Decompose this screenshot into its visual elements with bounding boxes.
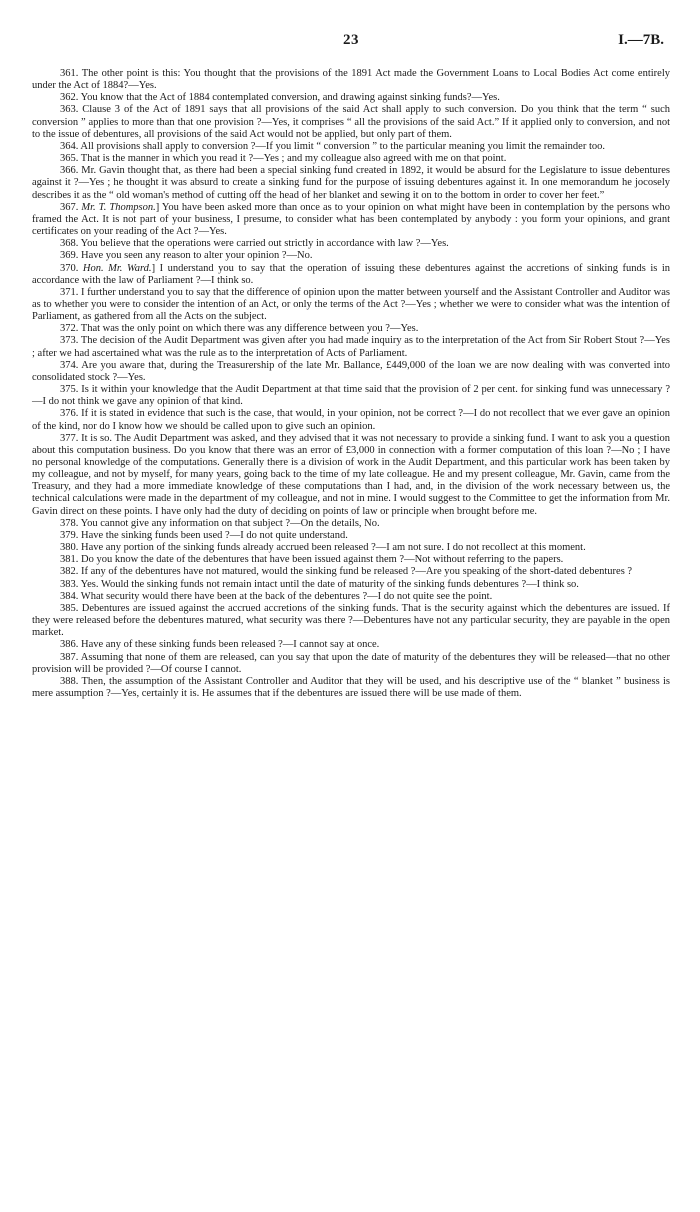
paragraph-text: 381. Do you know the date of the debentures that have been issued against them ?—Not without referring to the papers. bbox=[60, 554, 564, 566]
paragraph-text: 375. Is it within your knowledge that the Audit Department at that time said that the provision of 2 per cent. for sinking fund was unnecessary ?—I do not think we gave any opinion of that kind. bbox=[32, 384, 670, 408]
paragraph-text: ] You have been asked more than once as to your opinion on what might have been in contemplation by the persons who framed the Act. It is not part of your business, I presume, to consider what has been contemplated by anybody : you form your opinions, and grant certificates on your reading of the Act ?—Yes. bbox=[32, 201, 671, 238]
question-paragraph bbox=[32, 360, 670, 384]
paragraph-text: 386. Have any of these sinking funds been released ?—I cannot say at once. bbox=[60, 639, 380, 651]
paragraph-text: 374. Are you aware that, during the Treasurership of the late Mr. Ballance, £449,000 of the loan we are now dealing with was converted into consolidated stock ?—Yes. bbox=[32, 359, 670, 383]
paragraph-text: 361. The other point is this: You thought that the provisions of the 1891 Act made the Government Loans to Local Bodies Act come entirely under the Act of 1884?—Yes. bbox=[32, 68, 670, 92]
paragraph-text: 377. It is so. The Audit Department was asked, and they advised that it was not necessary to provide a sinking fund. I want to ask you a question about this computation business. Do you know that there was an error of £3,000 in connection with a former computation of this loan ?—No ; I have no personal knowledge of the computations. Generally there is a division of work in the Audit Department, and this particular work has been taken by my colleague, and not by myself, for many years, going back to the time of my late colleague. He and my present colleague, Mr. Gavin, came from the Treasury, and they had a more immediate knowledge of these computations than I had, and, in the division of the work necessary between us, the technical calculations were made in the department of my colleague, and not in mine. I would suggest to the Committee to get the information from Mr. Gavin direct on these points. I have only had the duty of deciding on points of law or principle when brought before me. bbox=[32, 432, 670, 517]
question-paragraph bbox=[32, 68, 670, 92]
paragraph-text: ] I understand you to say that the operation of issuing these debentures against the accretions of sinking funds is in accordance with the law of Parliament ?—I think so. bbox=[32, 262, 671, 286]
question-paragraph bbox=[32, 591, 670, 603]
question-paragraph bbox=[32, 202, 670, 238]
paragraph-text: 373. The decision of the Audit Department was given after you had made inquiry as to the interpretation of the Act from Sir Robert Stout ?—Yes ; after we had ascertained what was the rule as to the interpretation of Acts of Parliament. bbox=[32, 335, 670, 359]
question-paragraph bbox=[32, 652, 670, 676]
paragraph-text: 376. If it is stated in evidence that such is the case, that would, in your opinion, not be correct ?—I do not recollect that we ever gave an opinion of the kind, nor do I know how we should be called upon to give such an opinion. bbox=[32, 408, 670, 432]
question-number: 370. bbox=[60, 262, 83, 274]
paragraph-text: 382. If any of the debentures have not matured, would the sinking fund be released ?—Are you speaking of the short-dated debentures ? bbox=[60, 566, 633, 578]
speaker-name: Mr. T. Thompson. bbox=[81, 201, 156, 213]
question-paragraph bbox=[32, 566, 670, 578]
question-paragraph bbox=[32, 384, 670, 408]
question-paragraph bbox=[32, 408, 670, 432]
question-paragraph bbox=[32, 92, 670, 104]
question-paragraph bbox=[32, 335, 670, 359]
question-paragraph bbox=[32, 141, 670, 153]
paragraph-text: 387. Assuming that none of them are released, can you say that upon the date of maturity of the debentures they will be released—that no other provision will be provided ?—Of course I cannot. bbox=[32, 651, 670, 675]
page-header bbox=[32, 32, 670, 68]
question-paragraph bbox=[32, 287, 670, 323]
paragraph-text: 383. Yes. Would the sinking funds not remain intact until the date of maturity of the sinking funds debentures ?—I think so. bbox=[60, 578, 579, 590]
paragraph-text: 378. You cannot give any information on that subject ?—On the details, No. bbox=[60, 517, 380, 529]
paragraph-text: 364. All provisions shall apply to conversion ?—If you limit “ conversion ” to the particular meaning you limit the remainder too. bbox=[60, 140, 606, 152]
question-paragraph bbox=[32, 554, 670, 566]
question-number: 367. bbox=[60, 201, 82, 213]
question-paragraph bbox=[32, 579, 670, 591]
paragraph-text: 366. Mr. Gavin thought that, as there had been a special sinking fund created in 1892, it would be absurd for the Legislature to issue debentures against it ?—Yes ; he thought it was absurd to create a sinking fund for the purpose of issuing debentures against it. In one memorandum he jocosely describes it as the “ old woman's method of cutting off the head of her blanket and sewing it on to the bottom in order to cover her feet.” bbox=[32, 165, 670, 201]
paragraph-text: 388. Then, the assumption of the Assistant Controller and Auditor that they will be used, and his descriptive use of the “ blanket ” business is mere assumption ?—Yes, certainly it is. He assumes that if the debentures are issued there will be use made of them. bbox=[32, 675, 670, 699]
question-paragraph bbox=[32, 676, 670, 700]
question-paragraph bbox=[32, 323, 670, 335]
question-paragraph bbox=[32, 263, 670, 287]
paragraph-text: 362. You know that the Act of 1884 contemplated conversion, and drawing against sinking funds?—Yes. bbox=[60, 92, 500, 104]
question-paragraph bbox=[32, 530, 670, 542]
paragraph-text: 365. That is the manner in which you read it ?—Yes ; and my colleague also agreed with me on that point. bbox=[60, 153, 507, 165]
paragraph-text: 368. You believe that the operations were carried out strictly in accordance with law ?—Yes. bbox=[60, 238, 449, 250]
question-paragraph bbox=[32, 433, 670, 518]
paragraph-text: 372. That was the only point on which there was any difference between you ?—Yes. bbox=[60, 323, 419, 335]
paragraph-text: 371. I further understand you to say that the difference of opinion upon the matter between yourself and the Assistant Controller and Auditor was as to whether you were to consider the intention of an Act, or only the terms of the Act ?—Yes ; whether we were to consider what was the intention of Parliament, as gathered from all the Acts on the subject. bbox=[32, 286, 670, 323]
paragraph-text: 369. Have you seen any reason to alter your opinion ?—No. bbox=[60, 250, 313, 262]
paragraph-text: 379. Have the sinking funds been used ?—I do not quite understand. bbox=[60, 529, 348, 541]
evidence-transcript bbox=[32, 68, 670, 700]
paragraph-text: 380. Have any portion of the sinking funds already accrued been released ?—I am not sure. I do not recollect at this moment. bbox=[60, 542, 586, 554]
question-paragraph bbox=[32, 104, 670, 140]
paragraph-text: 385. Debentures are issued against the accrued accretions of the sinking funds. That is the security against which the debentures are issued. If they were released before the debentures matured, what security was there ?—Debentures have not any particular security, they are payable in the open market. bbox=[32, 602, 670, 639]
speaker-name: Hon. Mr. Ward. bbox=[82, 262, 152, 274]
question-paragraph bbox=[32, 603, 670, 639]
question-paragraph bbox=[32, 165, 670, 201]
question-paragraph bbox=[32, 518, 670, 530]
paragraph-text: 363. Clause 3 of the Act of 1891 says that all provisions of the said Act shall apply to such conversion. Do you think that the term “ such conversion ” applies to more than that one provision ?—Yes, it comprises “ all the provisions of the said Act.” If it applied only to conversion, and not to the issue of debentures, all provisions of the said Act would not be applied, but only part of them. bbox=[32, 104, 670, 140]
question-paragraph bbox=[32, 238, 670, 250]
question-paragraph bbox=[32, 250, 670, 262]
question-paragraph bbox=[32, 153, 670, 165]
question-paragraph bbox=[32, 639, 670, 651]
question-paragraph bbox=[32, 542, 670, 554]
page-number: 23 bbox=[343, 32, 359, 48]
document-reference: I.—7B. bbox=[618, 32, 664, 48]
paragraph-text: 384. What security would there have been at the back of the debentures ?—I do not quite see the point. bbox=[60, 590, 493, 602]
